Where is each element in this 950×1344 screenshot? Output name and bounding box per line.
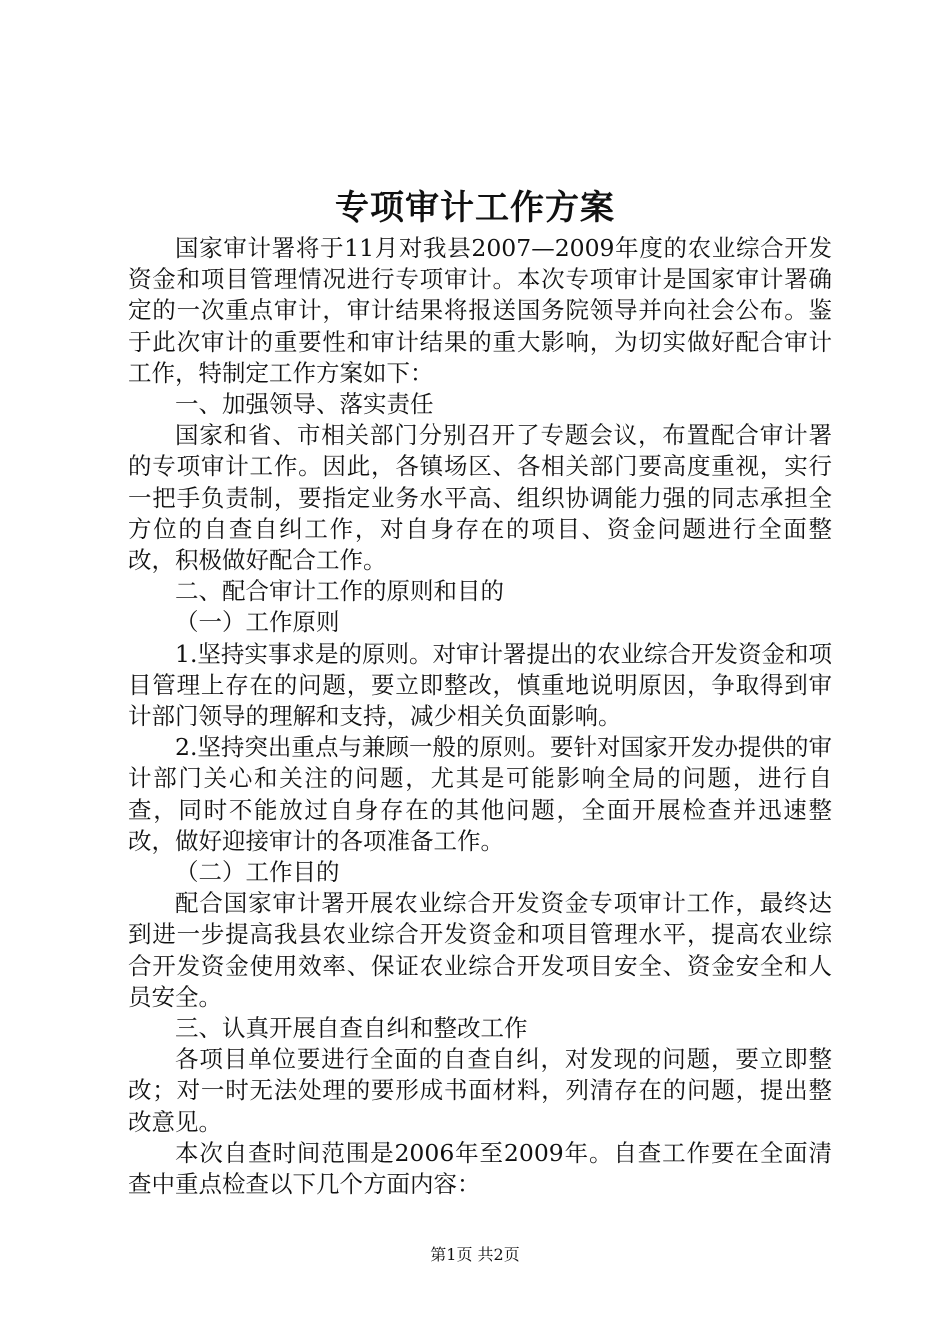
paragraph-goals: 配合国家审计署开展农业综合开发资金专项审计工作，最终达到进一步提高我县农业综合开发资金和项目管理水平，提高农业综合开发资金使用效率、保证农业综合开发项目安全、资金安全和人员安全。 <box>128 889 832 1011</box>
heading-section-2: 二、配合审计工作的原则和目的 <box>175 577 504 606</box>
subheading-goals: （二）工作目的 <box>175 858 340 887</box>
paragraph-principle-2: 2.坚持突出重点与兼顾一般的原则。要针对国家开发办提供的审计部门关心和关注的问题，尤其是可能影响全局的问题，进行自查，同时不能放过自身存在的其他问题，全面开展检查并迅速整改，做好迎接审计的各项准备工作。 <box>128 733 832 855</box>
paragraph-intro: 国家审计署将于11月对我县2007—2009年度的农业综合开发资金和项目管理情况进行专项审计。本次专项审计是国家审计署确定的一次重点审计，审计结果将报送国务院领导并向社会公布。鉴于此次审计的重要性和审计结果的重大影响，为切实做好配合审计工作，特制定工作方案如下： <box>128 234 832 387</box>
subheading-principles: （一）工作原则 <box>175 608 340 637</box>
paragraph-section-3: 各项目单位要进行全面的自查自纠，对发现的问题，要立即整改；对一时无法处理的要形成书面材料，列清存在的问题，提出整改意见。 <box>128 1045 832 1136</box>
paragraph-section-1: 国家和省、市相关部门分别召开了专题会议，布置配合审计署的专项审计工作。因此，各镇场区、各相关部门要高度重视，实行一把手负责制，要指定业务水平高、组织协调能力强的同志承担全方位的自查自纠工作，对自身存在的项目、资金问题进行全面整改，积极做好配合工作。 <box>128 421 832 575</box>
paragraph-scope: 本次自查时间范围是2006年至2009年。自查工作要在全面清查中重点检查以下几个方面内容： <box>128 1138 832 1199</box>
heading-section-1: 一、加强领导、落实责任 <box>175 390 434 419</box>
document-title: 专项审计工作方案 <box>335 188 615 228</box>
document-body <box>128 233 832 1200</box>
page-footer: 第1页 共2页 <box>430 1245 520 1264</box>
heading-section-3: 三、认真开展自查自纠和整改工作 <box>175 1014 528 1043</box>
paragraph-principle-1: 1.坚持实事求是的原则。对审计署提出的农业综合开发资金和项目管理上存在的问题，要立即整改，慎重地说明原因，争取得到审计部门领导的理解和支持，减少相关负面影响。 <box>128 639 832 731</box>
